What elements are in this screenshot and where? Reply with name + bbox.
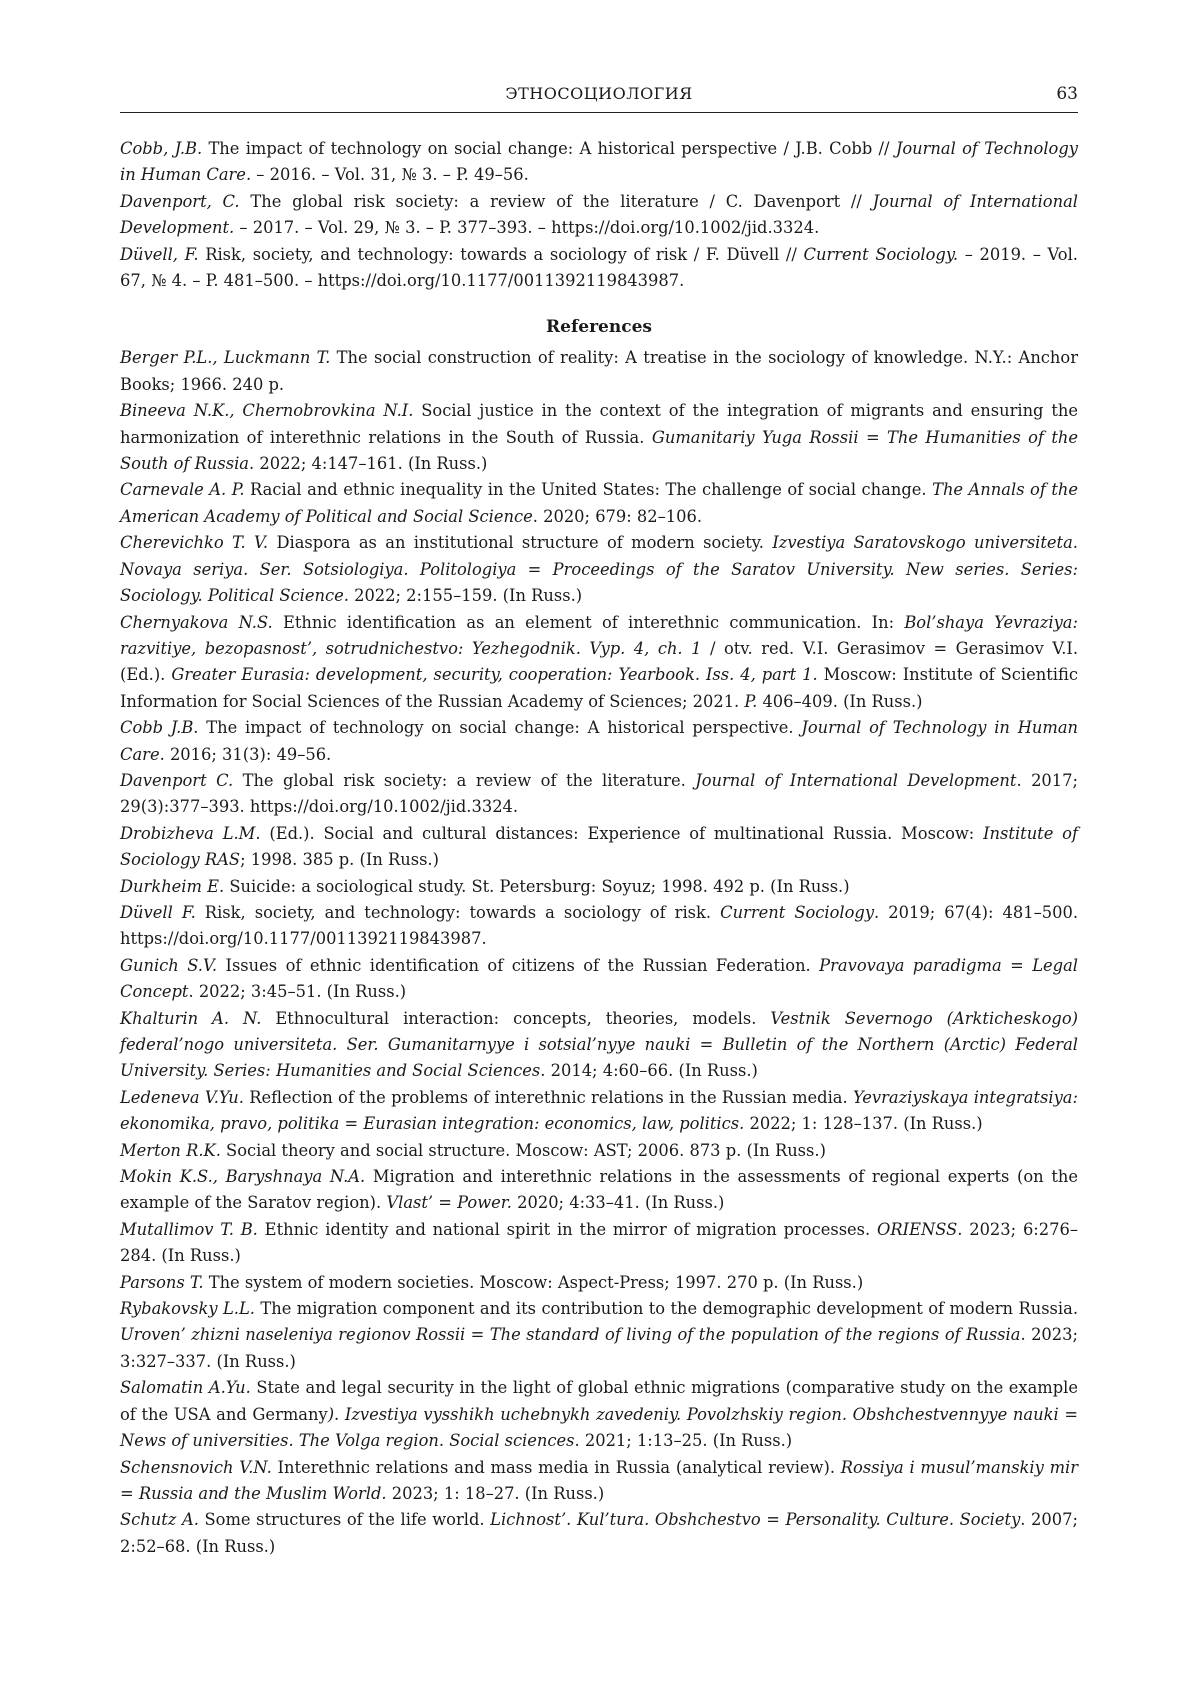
reference-entry: [120, 874, 1078, 900]
reference-text-segment: Reflection of the problems of interethnic relations in the Russian media.: [243, 1087, 853, 1107]
reference-text-segment: 2022; 2:155–159. (In Russ.): [348, 586, 583, 606]
reference-entry: [120, 1138, 1078, 1164]
reference-italic-segment: Bineeva N.K., Chernobrovkina N.I.: [120, 401, 414, 421]
page-number: 63: [1056, 84, 1078, 104]
reference-italic-segment: Cobb J.B.: [120, 718, 199, 738]
reference-text-segment: Ethnic identification as an element of interethnic communication. In:: [272, 612, 905, 632]
reference-italic-segment: Mutallimov T. B.: [120, 1219, 258, 1239]
reference-text-segment: The migration component and its contribution to the demographic development of modern Russia.: [254, 1299, 1078, 1319]
reference-italic-segment: Parsons T.: [120, 1272, 204, 1292]
reference-italic-segment: Vestnik Severnogo (Arkticheskogo) federal’nogo universiteta. Ser. Gumanitarnyye i sotsial’nyye nauki = Bulletin of the Northern (Arctic) Federal University. Series: Humanities and Social Sciences: [120, 1008, 1078, 1081]
reference-text-segment: . 2016; 31(3): 49–56.: [159, 744, 332, 764]
journal-name: ЭТНОСОЦИОЛОГИЯ: [505, 84, 693, 103]
reference-italic-segment: P.: [744, 691, 758, 711]
reference-text-segment: State and legal security in the light of global ethnic migrations (comparative study on the example of the USA and Germany: [120, 1378, 1079, 1424]
reference-italic-segment: Uroven’ zhizni naseleniya regionov Rossii = The standard of living of the population of the regions of Russia: [120, 1325, 1021, 1345]
bibliography-entry: [120, 242, 1078, 295]
reference-entry: [120, 900, 1078, 953]
reference-italic-segment: Gumanitariy Yuga Rossii = The Humanities of the South of Russia: [120, 427, 1078, 474]
reference-entry: [120, 1006, 1078, 1085]
reference-text-segment: 406–409. (In Russ.): [757, 691, 923, 711]
bibliography-entry: [120, 136, 1078, 189]
entry-details: – 2017. – Vol. 29, № 3. – P. 377–393. – https://doi.org/10.1002/jid.3324.: [234, 218, 820, 238]
references-heading: References: [546, 317, 652, 338]
reference-entry: [120, 1375, 1078, 1454]
entry-source: Current Sociology.: [803, 244, 959, 264]
reference-italic-segment: Journal of Technology in Human Care: [120, 718, 1079, 764]
reference-italic-segment: Current Sociology: [720, 902, 875, 922]
reference-text-segment: . 2023; 3:327–337. (In Russ.): [120, 1325, 1078, 1371]
entry-source: Journal of International Development.: [120, 191, 1078, 238]
reference-entry: [120, 768, 1078, 821]
reference-italic-segment: Drobizheva L.M.: [120, 823, 261, 843]
reference-italic-segment: Schutz A.: [120, 1510, 199, 1530]
reference-text-segment: Risk, society, and technology: towards a sociology of risk.: [195, 902, 721, 922]
reference-italic-segment: Düvell F.: [120, 902, 196, 922]
reference-italic-segment: Bol’shaya Yevraziya: razvitiye, bezopasnost’, sotrudnichestvo: Yezhegodnik. Vyp. 4, ch. 1: [120, 612, 1078, 658]
reference-text-segment: Some structures of the life world.: [198, 1510, 491, 1530]
reference-text-segment: . 2022; 3:45–51. (In Russ.): [188, 982, 407, 1002]
entry-text: Risk, society, and technology: towards a sociology of risk / F. Düvell //: [198, 244, 804, 264]
entry-details: – 2019. – Vol. 67, № 4. – P. 481–500. – https://doi.org/10.1177/0011392119843987.: [120, 244, 1078, 291]
reference-entry: [120, 477, 1078, 530]
reference-italic-segment: Durkheim E.: [120, 876, 225, 896]
reference-entry: [120, 1085, 1078, 1138]
reference-text-segment: . 2014; 4:60–66. (In Russ.): [540, 1061, 758, 1081]
reference-italic-segment: Pravovaya paradigma = Legal Concept: [120, 955, 1078, 1002]
reference-italic-segment: The Annals of the American Academy of Political and Social Science: [120, 480, 1079, 526]
reference-text-segment: . 2007; 2:52–68. (In Russ.): [120, 1510, 1078, 1556]
reference-text-segment: The impact of technology on social change: A historical perspective.: [198, 718, 802, 738]
reference-entry: [120, 821, 1078, 874]
reference-text-segment: 2023; 1: 18–27. (In Russ.): [386, 1483, 605, 1503]
bibliography-list: [120, 136, 1078, 294]
reference-text-segment: The system of modern societies. Moscow: Aspect-Press; 1997. 270 p. (In Russ.): [203, 1272, 864, 1292]
reference-text-segment: Moscow: Institute of Scientific Information for Social Sciences of the Russian Academy of Sciences; 2021.: [120, 665, 1078, 711]
reference-text-segment: . 2021; 1:13–25. (In Russ.): [574, 1431, 793, 1451]
reference-italic-segment: Greater Eurasia: development, security, cooperation: Yearbook. Iss. 4, part 1.: [171, 665, 818, 685]
reference-text-segment: Issues of ethnic identification of citizens of the Russian Federation.: [217, 955, 820, 975]
reference-italic-segment: Rybakovsky L.L.: [120, 1299, 255, 1319]
entry-text: The global risk society: a review of the literature / C. Davenport //: [239, 191, 873, 211]
reference-text-segment: Ethnocultural interaction: concepts, theories, models.: [261, 1008, 771, 1028]
reference-text-segment: The global risk society: a review of the literature.: [233, 770, 696, 790]
reference-italic-segment: Davenport C.: [120, 770, 234, 790]
reference-text-segment: Interethnic relations and mass media in Russia (analytical review).: [271, 1457, 841, 1477]
reference-text-segment: Migration and interethnic relations in the assessments of regional experts (on the example of the Saratov region).: [120, 1167, 1078, 1213]
reference-entry: [120, 1296, 1078, 1375]
entry-author: Davenport, C.: [120, 191, 240, 211]
reference-italic-segment: Merton R.K.: [120, 1140, 221, 1160]
reference-text-segment: . 2017; 29(3):377–393. https://doi.org/10.1002/jid.3324.: [120, 770, 1078, 817]
reference-italic-segment: Khalturin A. N.: [120, 1008, 262, 1028]
reference-text-segment: . 2022; 4:147–161. (In Russ.): [249, 454, 488, 474]
entry-author: Düvell, F.: [120, 244, 199, 264]
reference-entry: [120, 1507, 1078, 1560]
reference-entry: [120, 1455, 1078, 1508]
reference-italic-segment: Gunich S.V.: [120, 955, 218, 975]
reference-text-segment: Racial and ethnic inequality in the United States: The challenge of social change.: [244, 480, 933, 500]
reference-italic-segment: Ledeneva V.Yu.: [120, 1087, 244, 1107]
reference-text-segment: Social theory and social structure. Moscow: AST; 2006. 873 p. (In Russ.): [220, 1140, 826, 1160]
reference-italic-segment: ). Izvestiya vysshikh uchebnykh zavedeniy. Povolzhskiy region. Obshchestvennyye nauki = News of universities. The Volga region. Social sciences: [120, 1404, 1078, 1451]
running-head: [120, 84, 1078, 113]
reference-entry: [120, 610, 1078, 716]
reference-text-segment: The social construction of reality: A treatise in the sociology of knowledge. N.Y.: Anchor Books; 1966. 240 p.: [120, 348, 1078, 394]
reference-italic-segment: Yevraziyskaya integratsiya: ekonomika, pravo, politika = Eurasian integration: economics, law, politics.: [120, 1087, 1078, 1134]
page-content: [120, 136, 1078, 1560]
reference-italic-segment: Institute of Sociology RAS: [120, 823, 1079, 870]
reference-italic-segment: Berger P.L., Luckmann T.: [120, 348, 331, 368]
reference-entry: [120, 1270, 1078, 1296]
reference-entry: [120, 715, 1078, 768]
reference-text-segment: 2022; 1: 128–137. (In Russ.): [744, 1114, 983, 1134]
reference-text-segment: . 2019; 67(4): 481–500. https://doi.org/10.1177/0011392119843987.: [120, 902, 1079, 949]
reference-text-segment: ; 1998. 385 p. (In Russ.): [240, 850, 439, 870]
reference-text-segment: . 2023; 6:276–284. (In Russ.): [120, 1219, 1079, 1266]
reference-entry: [120, 953, 1078, 1006]
reference-italic-segment: Vlast’ = Power.: [386, 1193, 512, 1213]
reference-italic-segment: Chernyakova N.S.: [120, 612, 273, 632]
reference-entry: [120, 345, 1078, 398]
reference-entry: [120, 1217, 1078, 1270]
entry-details: – 2016. – Vol. 31, № 3. – P. 49–56.: [251, 165, 529, 185]
reference-entry: [120, 530, 1078, 609]
reference-text-segment: Ethnic identity and national spirit in the mirror of migration processes.: [257, 1219, 878, 1239]
reference-entry: [120, 398, 1078, 477]
reference-italic-segment: Rossiya i musul’manskiy mir = Russia and the Muslim World.: [120, 1457, 1079, 1503]
reference-italic-segment: ORIENSS: [877, 1219, 958, 1239]
reference-text-segment: Suicide: a sociological study. St. Petersburg: Soyuz; 1998. 492 p. (In Russ.): [224, 876, 850, 896]
reference-text-segment: 2020; 4:33–41. (In Russ.): [511, 1193, 725, 1213]
entry-author: Cobb, J.B.: [120, 139, 203, 158]
reference-entry: [120, 1164, 1078, 1217]
reference-italic-segment: Izvestiya Saratovskogo universiteta. Novaya seriya. Ser. Sotsiologiya. Politologiya = Proceedings of the Saratov University. New series. Series: Sociology. Political Science.: [120, 533, 1078, 606]
references-list: [120, 345, 1078, 1560]
reference-italic-segment: Mokin K.S., Baryshnaya N.A.: [120, 1167, 366, 1187]
reference-italic-segment: Salomatin A.Yu.: [120, 1378, 251, 1398]
reference-text-segment: Diaspora as an institutional structure of modern society.: [268, 533, 773, 553]
entry-source: Journal of Technology in Human Care.: [120, 139, 1078, 185]
reference-italic-segment: Cherevichko T. V.: [120, 533, 269, 553]
reference-text-segment: (Ed.). Social and cultural distances: Experience of multinational Russia. Moscow:: [260, 823, 984, 843]
reference-italic-segment: Lichnost’. Kul’tura. Obshchestvo = Personality. Culture. Society: [490, 1510, 1021, 1530]
reference-italic-segment: Carnevale A. P.: [120, 480, 245, 500]
bibliography-entry: [120, 189, 1078, 242]
reference-text-segment: . 2020; 679: 82–106.: [532, 506, 703, 526]
reference-italic-segment: Journal of International Development: [695, 770, 1017, 790]
reference-italic-segment: Schensnovich V.N.: [120, 1457, 272, 1477]
entry-text: The impact of technology on social change: A historical perspective / J.B. Cobb //: [202, 139, 896, 158]
reference-text-segment: / otv. red. V.I. Gerasimov = Gerasimov V.I. (Ed.).: [120, 638, 1078, 685]
reference-text-segment: Social justice in the context of the integration of migrants and ensuring the harmonization of interethnic relations in the South of Russia.: [120, 401, 1078, 447]
